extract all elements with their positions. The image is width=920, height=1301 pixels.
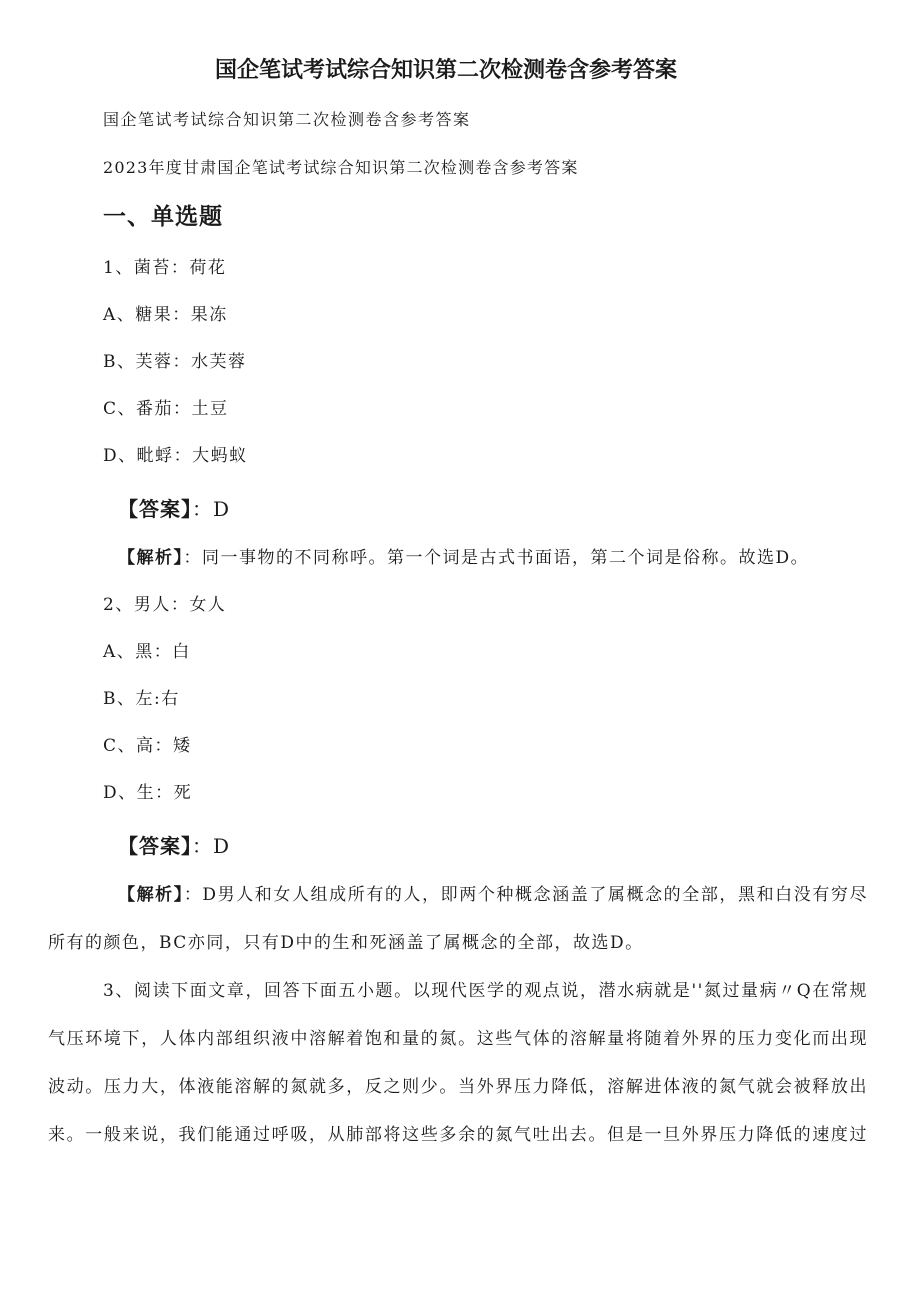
question-3-line-1: 3、阅读下面文章，回答下面五小题。以现代医学的观点说，潜水病就是''氮过量病〃Q在常规 bbox=[103, 981, 868, 1001]
question-3-line-2: 气压环境下，人体内部组织液中溶解着饱和量的氮。这些气体的溶解量将随着外界的压力变化而出现 bbox=[48, 1029, 868, 1049]
explanation-label: 【解析】 bbox=[118, 548, 184, 568]
document-subtitle: 国企笔试考试综合知识第二次检测卷含参考答案 bbox=[103, 110, 471, 129]
question-1-option-d: D、毗蜉：大蚂蚁 bbox=[103, 446, 248, 466]
section-heading: 一、单选题 bbox=[103, 204, 223, 230]
explanation-text: ：D男人和女人组成所有的人，即两个种概念涵盖了属概念的全部，黑和白没有穷尽 bbox=[183, 885, 868, 905]
question-1-option-b: B、芙蓉：水芙蓉 bbox=[103, 352, 247, 372]
question-1-explanation bbox=[118, 547, 809, 569]
question-2-option-d: D、生：死 bbox=[103, 783, 193, 803]
question-3-line-3: 波动。压力大，体液能溶解的氮就多，反之则少。当外界压力降低，溶解进体液的氮气就会被释放出 bbox=[48, 1077, 868, 1097]
answer-value: ：D bbox=[192, 834, 231, 858]
question-2-option-a: A、黑：白 bbox=[103, 642, 191, 662]
question-2-option-b: B、左:右 bbox=[103, 689, 180, 709]
question-2-option-c: C、高：矮 bbox=[103, 736, 192, 756]
question-1-answer bbox=[118, 498, 230, 520]
question-2-stem: 2、男人：女人 bbox=[103, 595, 227, 615]
question-1-stem: 1、菌苔：荷花 bbox=[103, 258, 227, 278]
explanation-text: ：同一事物的不同称呼。第一个词是古式书面语，第二个词是俗称。故选D。 bbox=[183, 548, 810, 568]
question-1-option-c: C、番茄：土豆 bbox=[103, 399, 229, 419]
question-3-line-4: 来。一般来说，我们能通过呼吸，从肺部将这些多余的氮气吐出去。但是一旦外界压力降低的速度过 bbox=[48, 1125, 868, 1145]
question-1-option-a: A、糖果：果冻 bbox=[103, 305, 228, 325]
answer-label: 【答案】 bbox=[118, 497, 192, 521]
answer-label: 【答案】 bbox=[118, 834, 192, 858]
explanation-label: 【解析】 bbox=[118, 885, 184, 905]
document-subtitle-year: 2023年度甘肃国企笔试考试综合知识第二次检测卷含参考答案 bbox=[103, 158, 579, 177]
question-2-answer bbox=[118, 835, 230, 857]
answer-value: ：D bbox=[192, 497, 231, 521]
document-title: 国企笔试考试综合知识第二次检测卷含参考答案 bbox=[215, 58, 678, 83]
question-2-explanation-line-2: 所有的颜色，BC亦同，只有D中的生和死涵盖了属概念的全部，故选D。 bbox=[48, 933, 644, 953]
question-2-explanation-line-1 bbox=[118, 884, 868, 906]
